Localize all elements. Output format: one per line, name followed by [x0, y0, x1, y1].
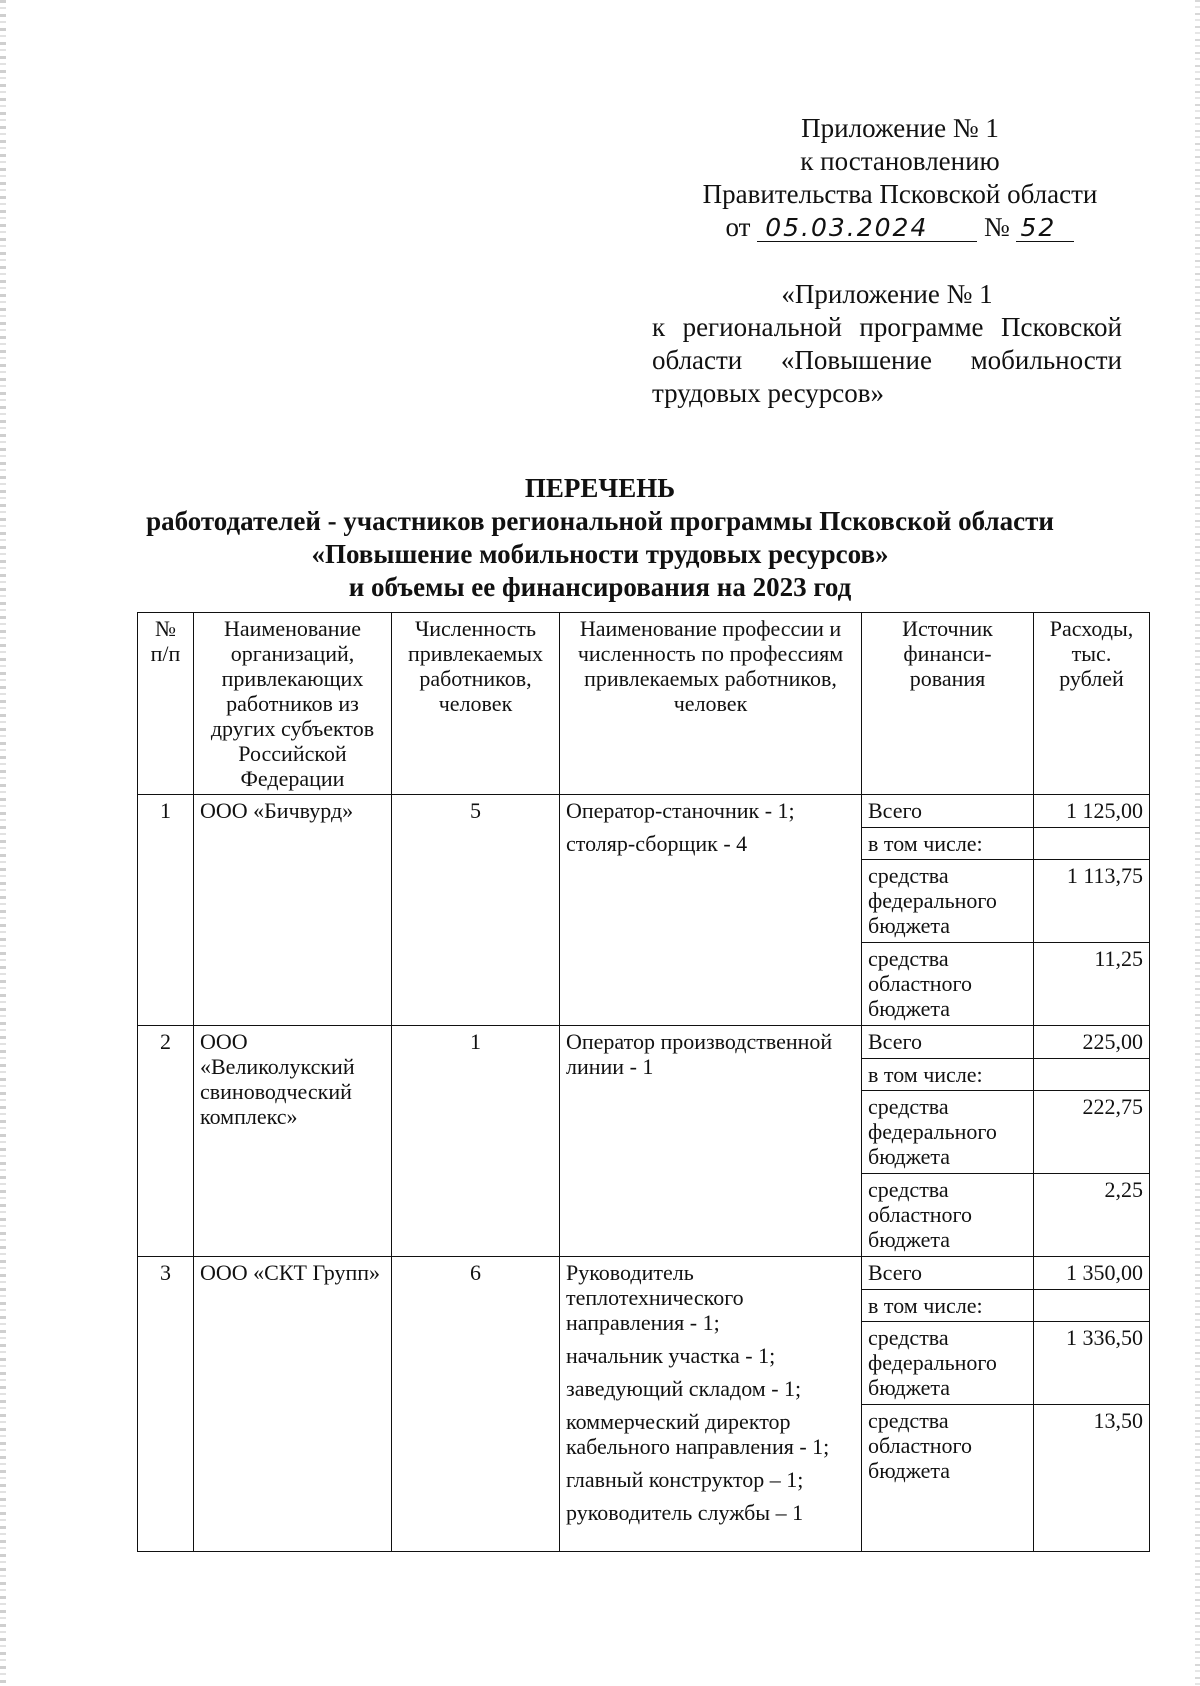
profession-item: главный конструктор – 1; — [566, 1467, 804, 1492]
funding-amount: 2,25 — [1034, 1174, 1150, 1257]
annex-line-4: трудовых ресурсов» — [652, 378, 884, 408]
funding-source: средства федерального бюджета — [862, 1322, 1034, 1405]
funding-amount — [1034, 828, 1150, 860]
worker-count: 1 — [392, 1026, 560, 1257]
profession-item: начальник участка - 1; — [566, 1343, 776, 1368]
funding-amount: 1 350,00 — [1034, 1257, 1150, 1290]
org-name: ООО «Бичвурд» — [194, 795, 392, 1026]
worker-count: 6 — [392, 1257, 560, 1552]
header-amount: Расходы, тыс. рублей — [1034, 613, 1150, 795]
profession-item: коммерческий директор кабельного направления - 1; — [566, 1409, 830, 1459]
table-row — [138, 1257, 1150, 1290]
header-org: Наименование организаций, привлекающих работников из других субъектов Российской Федерации — [194, 613, 392, 795]
approval-date-line — [680, 211, 1120, 244]
annex-block — [652, 278, 1122, 410]
funding-source: в том числе: — [862, 1059, 1034, 1091]
professions-cell — [560, 795, 862, 1026]
worker-count: 5 — [392, 795, 560, 1026]
heading-line-2: работодателей - участников региональной программы Псковской области — [146, 506, 1054, 536]
funding-amount — [1034, 1059, 1150, 1091]
approval-block — [680, 112, 1120, 244]
scan-edge-right — [1195, 0, 1200, 1686]
org-name: ООО «СКТ Групп» — [194, 1257, 392, 1552]
professions-cell — [560, 1257, 862, 1552]
document-heading — [0, 472, 1200, 604]
row-number: 3 — [138, 1257, 194, 1552]
funding-amount: 222,75 — [1034, 1091, 1150, 1174]
table-row — [138, 795, 1150, 828]
table-row — [138, 1026, 1150, 1059]
scan-edge-left — [0, 0, 6, 1686]
header-source: Источник финанси-рования — [862, 613, 1034, 795]
funding-source: в том числе: — [862, 828, 1034, 860]
funding-source: Всего — [862, 1257, 1034, 1290]
approval-line-2: к постановлению — [800, 146, 1000, 176]
profession-item: столяр-сборщик - 4 — [566, 831, 748, 856]
annex-line-3: области «Повышение мобильности — [652, 345, 1122, 375]
professions-cell — [560, 1026, 862, 1257]
funding-amount: 1 336,50 — [1034, 1322, 1150, 1405]
header-count: Численность привлекаемых работников, человек — [392, 613, 560, 795]
funding-source: средства областного бюджета — [862, 1405, 1034, 1552]
funding-source: в том числе: — [862, 1290, 1034, 1322]
profession-item: Оператор производственной линии - 1 — [566, 1029, 833, 1079]
profession-item: Оператор-станочник - 1; — [566, 798, 795, 823]
funding-amount: 1 125,00 — [1034, 795, 1150, 828]
profession-item: заведующий складом - 1; — [566, 1376, 802, 1401]
approval-line-3: Правительства Псковской области — [702, 179, 1098, 209]
from-label: от — [725, 212, 751, 242]
header-num: № п/п — [138, 613, 194, 795]
table-header-row — [138, 613, 1150, 795]
heading-title: ПЕРЕЧЕНЬ — [524, 473, 676, 503]
handwritten-date: 05.03.2024 — [757, 215, 977, 242]
org-name: ООО «Великолукский свиноводческий комплекс» — [194, 1026, 392, 1257]
funding-source: средства федерального бюджета — [862, 1091, 1034, 1174]
profession-item: Руководитель теплотехнического направления - 1; — [566, 1260, 744, 1335]
funding-amount: 11,25 — [1034, 943, 1150, 1026]
funding-source: Всего — [862, 795, 1034, 828]
funding-amount: 13,50 — [1034, 1405, 1150, 1552]
funding-amount: 1 113,75 — [1034, 860, 1150, 943]
funding-source: средства федерального бюджета — [862, 860, 1034, 943]
annex-line-1: «Приложение № 1 — [781, 279, 993, 309]
approval-line-1: Приложение № 1 — [801, 113, 999, 143]
header-professions: Наименование профессии и численность по профессиям привлекаемых работников, человек — [560, 613, 862, 795]
heading-line-4: и объемы ее финансирования на 2023 год — [348, 572, 852, 602]
funding-source: средства областного бюджета — [862, 943, 1034, 1026]
funding-source: Всего — [862, 1026, 1034, 1059]
funding-amount: 225,00 — [1034, 1026, 1150, 1059]
annex-line-2: к региональной программе Псковской — [652, 312, 1122, 342]
profession-item: руководитель службы – 1 — [566, 1500, 804, 1525]
funding-source: средства областного бюджета — [862, 1174, 1034, 1257]
handwritten-number: 52 — [1016, 215, 1074, 242]
number-label: № — [983, 212, 1010, 242]
employers-table — [137, 612, 1150, 1552]
row-number: 1 — [138, 795, 194, 1026]
row-number: 2 — [138, 1026, 194, 1257]
heading-line-3: «Повышение мобильности трудовых ресурсов» — [311, 539, 889, 569]
funding-amount — [1034, 1290, 1150, 1322]
